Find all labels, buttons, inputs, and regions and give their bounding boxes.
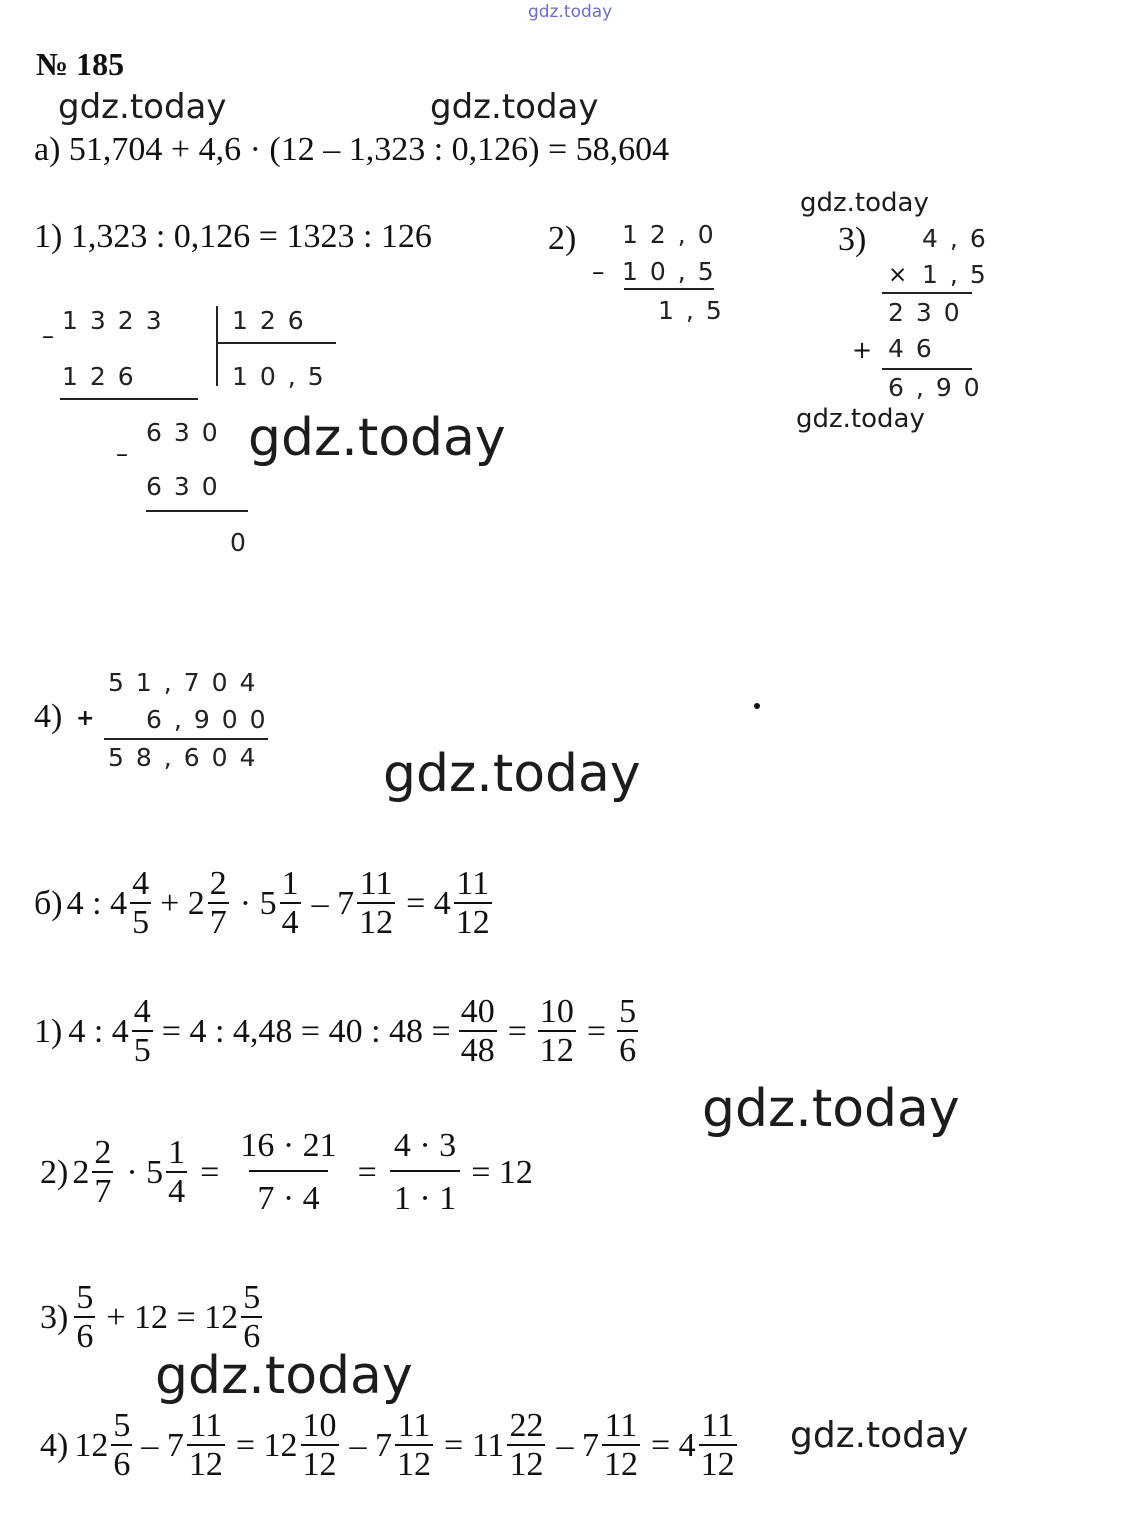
numerator: 40	[460, 993, 495, 1030]
step-label: 4)	[40, 1426, 69, 1464]
denominator: 5	[132, 903, 150, 941]
step3-partial-2: 46	[888, 334, 944, 363]
denominator: 5	[133, 1031, 151, 1069]
denominator: 12	[539, 1031, 574, 1069]
step2-result: 1,5	[658, 296, 734, 325]
numerator: 11	[456, 865, 490, 902]
fraction	[208, 866, 229, 941]
denominator: 7 · 4	[249, 1170, 327, 1217]
fraction	[111, 1408, 132, 1483]
eq-text: – 7	[311, 884, 355, 922]
eq-text: = 4 : 4,48 = 40 : 48 =	[161, 1012, 451, 1050]
watermark-4: gdz.today	[248, 408, 506, 468]
denominator: 4	[281, 903, 299, 941]
watermark-3: gdz.today	[800, 188, 929, 218]
step3-result: 6,90	[888, 373, 992, 402]
denominator: 12	[455, 903, 490, 941]
denominator: 6	[76, 1317, 94, 1355]
denominator: 12	[397, 1445, 432, 1483]
eq-text: = 12	[471, 1153, 533, 1191]
part-b-step4	[40, 1408, 740, 1483]
eq-text: =	[507, 1012, 527, 1050]
step4-result: 58,604	[108, 743, 268, 772]
numerator: 5	[113, 1407, 131, 1444]
denominator: 12	[302, 1445, 337, 1483]
eq-text: 4 : 4	[66, 884, 128, 922]
step2-top: 12,0	[622, 220, 726, 249]
denominator: 12	[188, 1445, 223, 1483]
eq-text: = 4	[406, 884, 451, 922]
eq-text: · 5	[239, 884, 277, 922]
numerator: 22	[509, 1407, 544, 1444]
numerator: 11	[397, 1407, 431, 1444]
part-b-step2	[40, 1128, 533, 1217]
minus-sign: –	[116, 440, 128, 468]
step3-line-2	[882, 368, 972, 370]
numerator: 2	[209, 865, 227, 902]
denominator: 1 · 1	[390, 1170, 460, 1217]
division-subtrahend-1: 126	[62, 362, 146, 391]
watermark-8: gdz.today	[155, 1346, 413, 1406]
numerator: 4 · 3	[393, 1127, 457, 1164]
fraction	[395, 1408, 433, 1483]
step2-sign: –	[592, 257, 605, 286]
fraction	[602, 1408, 640, 1483]
denominator: 6	[619, 1031, 637, 1069]
eq-text: = 4	[650, 1426, 696, 1464]
fraction	[617, 994, 638, 1069]
division-divisor-line	[216, 342, 336, 344]
step4-line	[104, 738, 268, 740]
part-b-label: б)	[34, 884, 63, 922]
eq-text: = 12	[235, 1426, 298, 1464]
part-b-step1	[34, 994, 641, 1069]
division-remainder-1: 630	[146, 418, 230, 447]
fraction	[357, 866, 395, 941]
denominator: 48	[460, 1031, 495, 1069]
step3-sign: ×	[888, 262, 908, 288]
eq-text: + 12 = 12	[106, 1298, 239, 1336]
numerator: 11	[701, 1407, 734, 1444]
watermark-top: gdz.today	[528, 2, 613, 22]
step4-label: 4)	[34, 698, 63, 735]
fraction	[130, 866, 151, 941]
fraction	[507, 1408, 545, 1483]
problem-title: № 185	[36, 46, 125, 82]
fraction	[301, 1408, 339, 1483]
step-label: 2)	[40, 1153, 69, 1191]
division-dividend: 1323	[62, 306, 174, 335]
eq-text: =	[586, 1012, 607, 1050]
step2-label: 2)	[548, 220, 577, 257]
eq-text: – 7	[556, 1426, 599, 1464]
step-label: 3)	[40, 1298, 69, 1336]
step3-plus: +	[852, 336, 873, 364]
part-a-step1: 1) 1,323 : 0,126 = 1323 : 126	[34, 218, 432, 255]
denominator: 7	[209, 903, 227, 941]
division-line-1	[60, 398, 198, 400]
denominator: 12	[700, 1445, 735, 1483]
denominator: 12	[359, 903, 394, 941]
eq-text: · 5	[126, 1153, 164, 1191]
step-label: 1)	[34, 1012, 63, 1050]
numerator: 4	[133, 993, 151, 1030]
eq-text: – 7	[141, 1426, 184, 1464]
part-b-step3	[40, 1280, 265, 1355]
eq-text: 12	[74, 1426, 109, 1464]
fraction	[390, 1128, 460, 1217]
step3-top: 4,6	[922, 224, 998, 253]
watermark-7: gdz.today	[702, 1079, 960, 1139]
watermark-5: gdz.today	[796, 404, 925, 434]
step2-bottom: 10,5	[622, 257, 726, 286]
numerator: 11	[604, 1407, 638, 1444]
eq-text: 4 : 4	[68, 1012, 129, 1050]
numerator: 11	[189, 1407, 223, 1444]
numerator: 1	[281, 865, 299, 902]
fraction	[538, 994, 576, 1069]
fraction	[166, 1135, 187, 1210]
fraction	[132, 994, 153, 1069]
part-a-equation: а) 51,704 + 4,6 · (12 – 1,323 : 0,126) = 58,604	[34, 131, 670, 168]
numerator: 5	[619, 993, 637, 1030]
fraction	[459, 994, 497, 1069]
numerator: 5	[243, 1279, 261, 1316]
fraction	[92, 1135, 113, 1210]
watermark-1: gdz.today	[58, 87, 227, 127]
fraction	[699, 1408, 737, 1483]
division-vertical-line	[216, 306, 218, 386]
numerator: 16 · 21	[240, 1127, 337, 1164]
division-remainder-2: 0	[230, 528, 258, 557]
watermark-2: gdz.today	[430, 87, 599, 127]
numerator: 1	[168, 1134, 186, 1171]
step2-line	[624, 288, 714, 290]
fraction	[280, 866, 301, 941]
numerator: 5	[76, 1279, 94, 1316]
eq-text: + 2	[160, 884, 205, 922]
eq-text: =	[357, 1153, 377, 1191]
numerator: 2	[94, 1134, 112, 1171]
numerator: 4	[132, 865, 150, 902]
numerator: 10	[302, 1407, 337, 1444]
step4-top: 51,704	[108, 668, 268, 697]
step4-sign: +	[76, 706, 95, 731]
step3-bottom: 1,5	[922, 260, 998, 289]
division-divisor: 126	[232, 306, 316, 335]
numerator: 10	[539, 993, 574, 1030]
eq-text: =	[200, 1153, 220, 1191]
step4-bottom: 6,900	[146, 705, 278, 734]
fraction	[241, 1280, 262, 1355]
denominator: 6	[243, 1317, 261, 1355]
division-line-2	[146, 510, 248, 512]
part-b-equation	[34, 866, 495, 941]
denominator: 12	[509, 1445, 544, 1483]
denominator: 12	[603, 1445, 638, 1483]
denominator: 7	[94, 1172, 112, 1210]
step3-line-1	[882, 292, 972, 294]
eq-text: 2	[72, 1153, 90, 1191]
division-quotient: 10,5	[232, 362, 336, 391]
eq-text: = 11	[444, 1426, 505, 1464]
division-subtrahend-2: 630	[146, 472, 230, 501]
denominator: 6	[113, 1445, 131, 1483]
step3-partial-1: 230	[888, 298, 972, 327]
numerator: 11	[359, 865, 393, 902]
fraction	[187, 1408, 225, 1483]
fraction	[454, 866, 492, 941]
watermark-9: gdz.today	[790, 1415, 969, 1456]
ink-dot	[754, 703, 760, 709]
eq-text: – 7	[349, 1426, 393, 1464]
fraction	[74, 1280, 95, 1355]
watermark-6: gdz.today	[383, 744, 641, 804]
minus-sign: –	[42, 322, 54, 350]
fraction	[232, 1128, 344, 1217]
denominator: 4	[168, 1172, 186, 1210]
step3-label: 3)	[838, 221, 867, 258]
